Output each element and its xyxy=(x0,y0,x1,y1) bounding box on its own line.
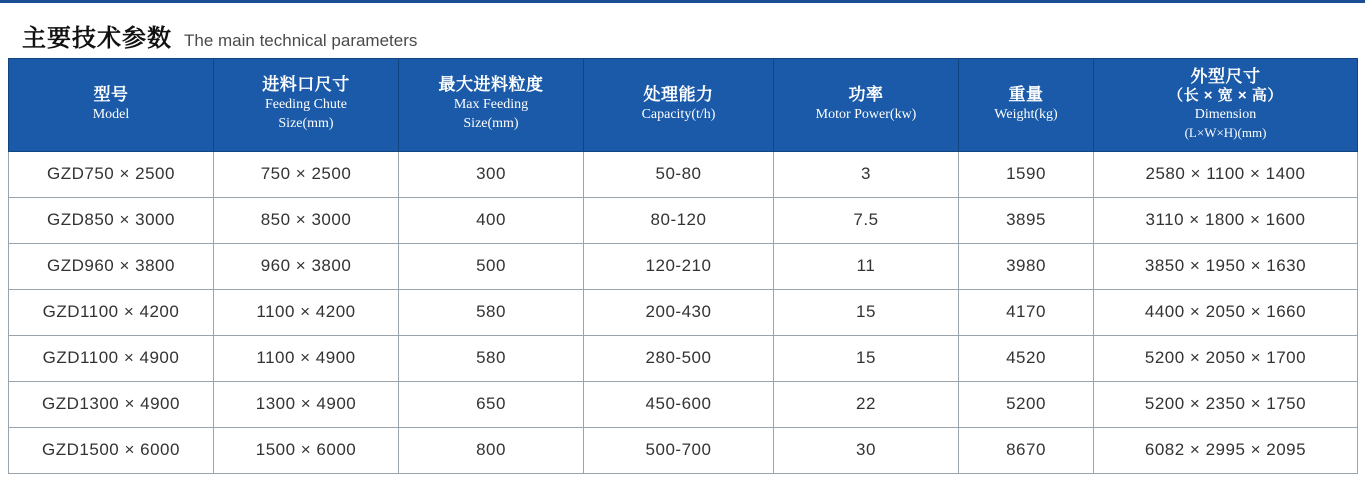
cell-model: GZD1300 × 4900 xyxy=(9,381,214,427)
cell-motor-power: 15 xyxy=(774,289,959,335)
column-header-dimension-cn2: （长 × 宽 × 高） xyxy=(1168,87,1283,105)
cell-weight: 4170 xyxy=(959,289,1094,335)
technical-parameters-table xyxy=(8,58,1358,474)
column-header-weight-en: Weight(kg) xyxy=(994,106,1058,122)
column-header-motor-power xyxy=(774,59,959,152)
cell-feeding-chute-size: 1500 × 6000 xyxy=(214,427,399,473)
table-row xyxy=(9,289,1358,335)
cell-max-feeding-size: 650 xyxy=(399,381,584,427)
column-header-dimension xyxy=(1094,59,1358,152)
cell-weight: 5200 xyxy=(959,381,1094,427)
cell-feeding-chute-size: 850 × 3000 xyxy=(214,197,399,243)
column-header-max-feeding-size-en2: Size(mm) xyxy=(463,115,519,131)
cell-motor-power: 7.5 xyxy=(774,197,959,243)
cell-max-feeding-size: 500 xyxy=(399,243,584,289)
column-header-weight xyxy=(959,59,1094,152)
cell-weight: 8670 xyxy=(959,427,1094,473)
column-header-feeding-chute-size-cn: 进料口尺寸 xyxy=(262,75,350,95)
cell-model: GZD960 × 3800 xyxy=(9,243,214,289)
cell-model: GZD1500 × 6000 xyxy=(9,427,214,473)
cell-capacity: 120-210 xyxy=(584,243,774,289)
cell-feeding-chute-size: 1100 × 4900 xyxy=(214,335,399,381)
column-header-dimension-en1: Dimension xyxy=(1194,106,1257,122)
cell-dimension: 2580 × 1100 × 1400 xyxy=(1094,151,1358,197)
column-header-max-feeding-size-en1: Max Feeding xyxy=(453,97,529,113)
cell-feeding-chute-size: 750 × 2500 xyxy=(214,151,399,197)
cell-weight: 4520 xyxy=(959,335,1094,381)
column-header-feeding-chute-size-en2: Size(mm) xyxy=(278,115,334,131)
column-header-model-cn: 型号 xyxy=(93,84,129,104)
column-header-capacity-en: Capacity(t/h) xyxy=(641,106,716,122)
page-title-cn: 主要技术参数 xyxy=(22,25,172,52)
cell-capacity: 80-120 xyxy=(584,197,774,243)
column-header-capacity xyxy=(584,59,774,152)
column-header-feeding-chute-size xyxy=(214,59,399,152)
page-title xyxy=(22,18,417,53)
cell-dimension: 3850 × 1950 × 1630 xyxy=(1094,243,1358,289)
cell-dimension: 4400 × 2050 × 1660 xyxy=(1094,289,1358,335)
cell-motor-power: 15 xyxy=(774,335,959,381)
cell-motor-power: 22 xyxy=(774,381,959,427)
cell-capacity: 200-430 xyxy=(584,289,774,335)
column-header-max-feeding-size-cn: 最大进料粒度 xyxy=(438,75,544,95)
table-row xyxy=(9,197,1358,243)
table-row xyxy=(9,427,1358,473)
cell-dimension: 5200 × 2050 × 1700 xyxy=(1094,335,1358,381)
cell-max-feeding-size: 580 xyxy=(399,335,584,381)
column-header-model-en: Model xyxy=(92,106,130,122)
cell-feeding-chute-size: 1100 × 4200 xyxy=(214,289,399,335)
cell-dimension: 6082 × 2995 × 2095 xyxy=(1094,427,1358,473)
cell-dimension: 5200 × 2350 × 1750 xyxy=(1094,381,1358,427)
cell-weight: 1590 xyxy=(959,151,1094,197)
cell-max-feeding-size: 300 xyxy=(399,151,584,197)
column-header-max-feeding-size xyxy=(399,59,584,152)
table-row xyxy=(9,381,1358,427)
cell-feeding-chute-size: 960 × 3800 xyxy=(214,243,399,289)
cell-capacity: 280-500 xyxy=(584,335,774,381)
table-header xyxy=(9,59,1358,152)
column-header-dimension-cn1: 外型尺寸 xyxy=(1190,67,1261,86)
column-header-motor-power-en: Motor Power(kw) xyxy=(815,106,917,122)
table-row xyxy=(9,243,1358,289)
top-rule-divider xyxy=(0,0,1365,3)
cell-capacity: 450-600 xyxy=(584,381,774,427)
cell-weight: 3895 xyxy=(959,197,1094,243)
column-header-motor-power-cn: 功率 xyxy=(848,84,884,104)
cell-capacity: 50-80 xyxy=(584,151,774,197)
column-header-feeding-chute-size-en1: Feeding Chute xyxy=(264,97,348,113)
table-header-row xyxy=(9,59,1358,152)
spec-table-container xyxy=(8,58,1357,474)
table-body xyxy=(9,151,1358,473)
column-header-model xyxy=(9,59,214,152)
cell-model: GZD1100 × 4200 xyxy=(9,289,214,335)
cell-max-feeding-size: 400 xyxy=(399,197,584,243)
cell-motor-power: 3 xyxy=(774,151,959,197)
table-row xyxy=(9,335,1358,381)
cell-max-feeding-size: 800 xyxy=(399,427,584,473)
cell-dimension: 3110 × 1800 × 1600 xyxy=(1094,197,1358,243)
column-header-capacity-cn: 处理能力 xyxy=(643,84,714,104)
cell-capacity: 500-700 xyxy=(584,427,774,473)
cell-motor-power: 30 xyxy=(774,427,959,473)
column-header-weight-cn: 重量 xyxy=(1008,84,1044,104)
cell-model: GZD1100 × 4900 xyxy=(9,335,214,381)
column-header-dimension-en2: (L×W×H)(mm) xyxy=(1184,125,1267,141)
cell-weight: 3980 xyxy=(959,243,1094,289)
cell-model: GZD750 × 2500 xyxy=(9,151,214,197)
cell-feeding-chute-size: 1300 × 4900 xyxy=(214,381,399,427)
table-row xyxy=(9,151,1358,197)
cell-motor-power: 11 xyxy=(774,243,959,289)
page-title-en: The main technical parameters xyxy=(184,31,418,50)
cell-model: GZD850 × 3000 xyxy=(9,197,214,243)
cell-max-feeding-size: 580 xyxy=(399,289,584,335)
